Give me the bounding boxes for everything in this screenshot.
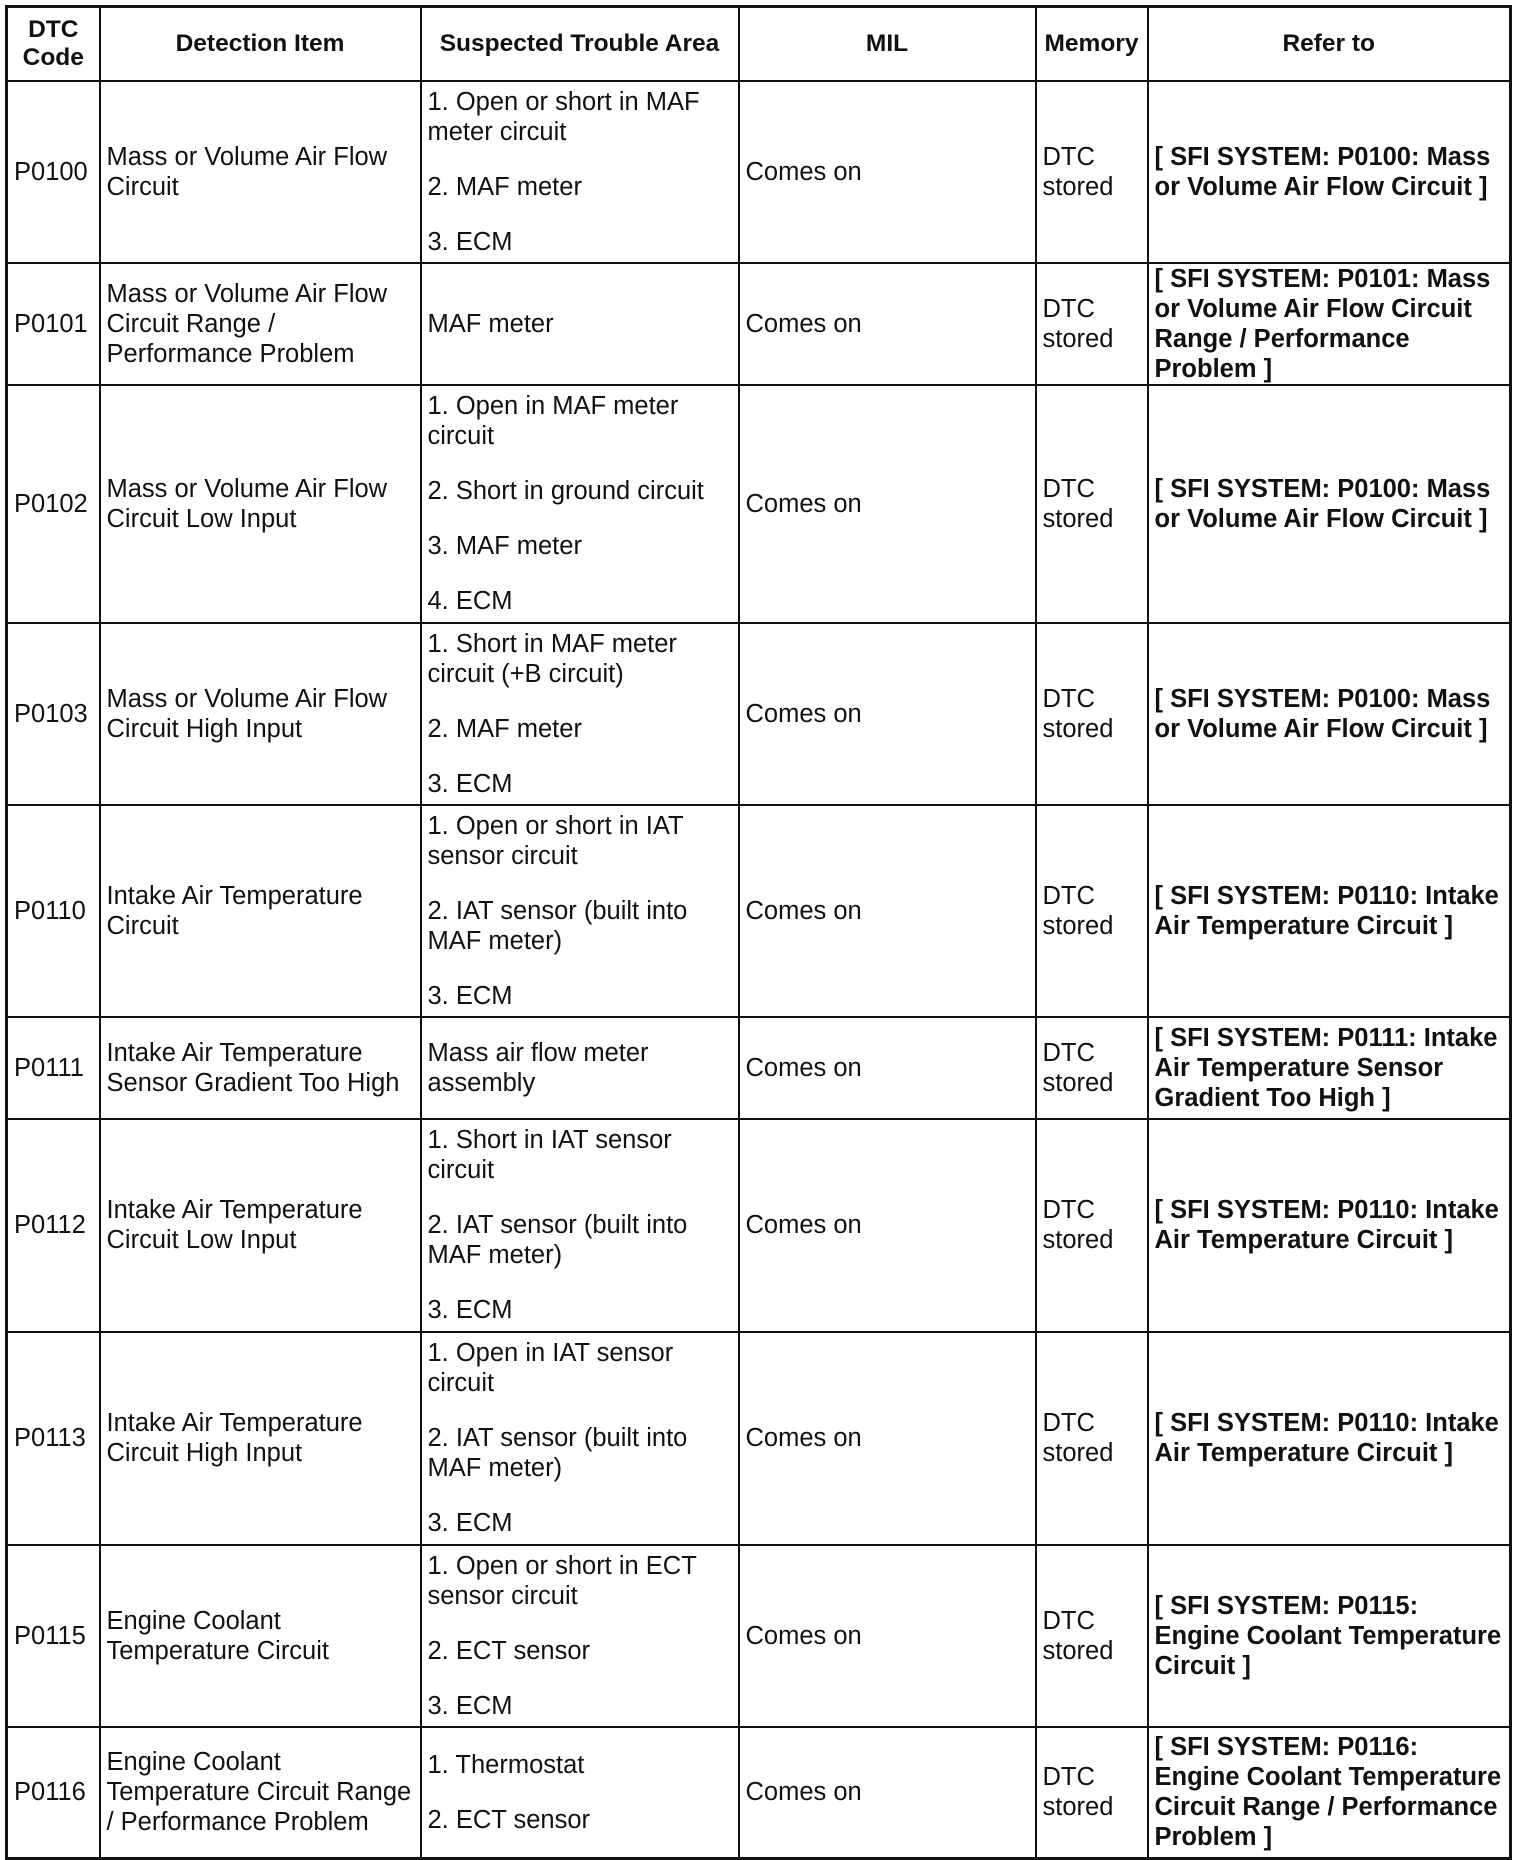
header-trouble-area: Suspected Trouble Area bbox=[421, 7, 739, 81]
header-detection-item: Detection Item bbox=[100, 7, 421, 81]
memory-cell: DTC stored bbox=[1036, 81, 1148, 263]
trouble-area-item: 1. Open or short in MAF meter circuit bbox=[427, 87, 700, 146]
memory-cell: DTC stored bbox=[1036, 623, 1148, 805]
trouble-area-item: 1. Short in IAT sensor circuit bbox=[427, 1126, 672, 1184]
mil-cell: Comes on bbox=[739, 1332, 1036, 1545]
table-row bbox=[7, 1332, 1511, 1545]
refer-to-cell: [ SFI SYSTEM: P0110: Intake Air Temperature Circuit ] bbox=[1148, 1332, 1511, 1545]
trouble-area-item: 2. IAT sensor (built into MAF meter) bbox=[427, 896, 688, 955]
header-dtc-code-line1: DTC bbox=[28, 15, 79, 43]
table-body bbox=[7, 81, 1511, 1859]
table-row bbox=[7, 805, 1511, 1017]
trouble-area-item: 3. ECM bbox=[427, 1296, 513, 1324]
trouble-area-item: 1. Short in MAF meter circuit (+B circuit) bbox=[427, 629, 677, 688]
detection-item-cell: Intake Air Temperature Circuit High Input bbox=[100, 1332, 421, 1545]
trouble-area-item: 1. Open in IAT sensor circuit bbox=[427, 1339, 674, 1397]
dtc-code-cell: P0113 bbox=[7, 1332, 100, 1545]
trouble-area-item: 3. ECM bbox=[427, 981, 513, 1010]
header-row bbox=[7, 7, 1511, 81]
table-row bbox=[7, 1727, 1511, 1859]
detection-item-cell: Engine Coolant Temperature Circuit Range / Performance Problem bbox=[100, 1727, 421, 1859]
refer-to-cell: [ SFI SYSTEM: P0100: Mass or Volume Air Flow Circuit ] bbox=[1148, 81, 1511, 263]
header-memory: Memory bbox=[1036, 7, 1148, 81]
trouble-area-item: 1. Open in MAF meter circuit bbox=[427, 392, 679, 450]
detection-item-cell: Engine Coolant Temperature Circuit bbox=[100, 1545, 421, 1727]
mil-cell: Comes on bbox=[739, 1727, 1036, 1859]
refer-to-cell: [ SFI SYSTEM: P0110: Intake Air Temperature Circuit ] bbox=[1148, 805, 1511, 1017]
trouble-area-item: 1. Thermostat bbox=[427, 1750, 585, 1779]
trouble-area-item: Mass air flow meter assembly bbox=[427, 1038, 649, 1097]
trouble-area-cell bbox=[421, 81, 739, 263]
trouble-area-item: 2. IAT sensor (built into MAF meter) bbox=[427, 1211, 688, 1269]
trouble-area-item: 3. ECM bbox=[427, 1509, 513, 1537]
dtc-code-cell: P0103 bbox=[7, 623, 100, 805]
refer-to-cell: [ SFI SYSTEM: P0100: Mass or Volume Air Flow Circuit ] bbox=[1148, 385, 1511, 623]
mil-cell: Comes on bbox=[739, 1545, 1036, 1727]
detection-item-cell: Mass or Volume Air Flow Circuit Range / Performance Problem bbox=[100, 263, 421, 385]
trouble-area-item: 2. IAT sensor (built into MAF meter) bbox=[427, 1424, 688, 1482]
trouble-area-item: 3. ECM bbox=[427, 1691, 513, 1720]
detection-item-cell: Mass or Volume Air Flow Circuit High Input bbox=[100, 623, 421, 805]
dtc-code-cell: P0112 bbox=[7, 1119, 100, 1332]
trouble-area-cell bbox=[421, 1017, 739, 1119]
detection-item-cell: Mass or Volume Air Flow Circuit Low Input bbox=[100, 385, 421, 623]
dtc-table bbox=[5, 5, 1512, 1860]
trouble-area-item: 3. MAF meter bbox=[427, 532, 582, 560]
header-refer-to: Refer to bbox=[1148, 7, 1511, 81]
mil-cell: Comes on bbox=[739, 263, 1036, 385]
dtc-code-cell: P0102 bbox=[7, 385, 100, 623]
header-mil: MIL bbox=[739, 7, 1036, 81]
refer-to-cell: [ SFI SYSTEM: P0110: Intake Air Temperature Circuit ] bbox=[1148, 1119, 1511, 1332]
trouble-area-cell bbox=[421, 1727, 739, 1859]
table-row bbox=[7, 385, 1511, 623]
header-dtc-code bbox=[7, 7, 100, 81]
table-row bbox=[7, 1017, 1511, 1119]
table-row bbox=[7, 1545, 1511, 1727]
refer-to-cell: [ SFI SYSTEM: P0116: Engine Coolant Temperature Circuit Range / Performance Problem ] bbox=[1148, 1727, 1511, 1859]
trouble-area-cell bbox=[421, 1119, 739, 1332]
trouble-area-item: 4. ECM bbox=[427, 587, 513, 615]
mil-cell: Comes on bbox=[739, 81, 1036, 263]
refer-to-cell: [ SFI SYSTEM: P0100: Mass or Volume Air Flow Circuit ] bbox=[1148, 623, 1511, 805]
trouble-area-cell bbox=[421, 1545, 739, 1727]
trouble-area-cell bbox=[421, 1332, 739, 1545]
memory-cell: DTC stored bbox=[1036, 1119, 1148, 1332]
memory-cell: DTC stored bbox=[1036, 263, 1148, 385]
trouble-area-item: 2. Short in ground circuit bbox=[427, 477, 704, 505]
trouble-area-cell bbox=[421, 385, 739, 623]
memory-cell: DTC stored bbox=[1036, 805, 1148, 1017]
dtc-code-cell: P0115 bbox=[7, 1545, 100, 1727]
trouble-area-item: 1. Open or short in IAT sensor circuit bbox=[427, 811, 684, 870]
table-row bbox=[7, 263, 1511, 385]
table-row bbox=[7, 81, 1511, 263]
trouble-area-cell bbox=[421, 263, 739, 385]
table-row bbox=[7, 623, 1511, 805]
trouble-area-item: 2. MAF meter bbox=[427, 714, 582, 743]
dtc-code-cell: P0116 bbox=[7, 1727, 100, 1859]
dtc-code-cell: P0111 bbox=[7, 1017, 100, 1119]
memory-cell: DTC stored bbox=[1036, 1017, 1148, 1119]
dtc-code-cell: P0101 bbox=[7, 263, 100, 385]
trouble-area-item: 3. ECM bbox=[427, 769, 513, 798]
mil-cell: Comes on bbox=[739, 623, 1036, 805]
dtc-code-cell: P0110 bbox=[7, 805, 100, 1017]
detection-item-cell: Intake Air Temperature Circuit Low Input bbox=[100, 1119, 421, 1332]
trouble-area-item: 3. ECM bbox=[427, 227, 513, 256]
detection-item-cell: Intake Air Temperature Circuit bbox=[100, 805, 421, 1017]
trouble-area-item: 2. ECT sensor bbox=[427, 1805, 591, 1834]
mil-cell: Comes on bbox=[739, 1119, 1036, 1332]
header-dtc-code-line2: Code bbox=[22, 43, 84, 71]
memory-cell: DTC stored bbox=[1036, 1727, 1148, 1859]
trouble-area-cell bbox=[421, 623, 739, 805]
trouble-area-item: 2. ECT sensor bbox=[427, 1636, 591, 1665]
dtc-code-cell: P0100 bbox=[7, 81, 100, 263]
memory-cell: DTC stored bbox=[1036, 1332, 1148, 1545]
refer-to-cell: [ SFI SYSTEM: P0115: Engine Coolant Temperature Circuit ] bbox=[1148, 1545, 1511, 1727]
detection-item-cell: Mass or Volume Air Flow Circuit bbox=[100, 81, 421, 263]
trouble-area-item: MAF meter bbox=[427, 309, 554, 338]
table-row bbox=[7, 1119, 1511, 1332]
detection-item-cell: Intake Air Temperature Sensor Gradient Too High bbox=[100, 1017, 421, 1119]
trouble-area-item: 1. Open or short in ECT sensor circuit bbox=[427, 1551, 697, 1610]
mil-cell: Comes on bbox=[739, 385, 1036, 623]
trouble-area-cell bbox=[421, 805, 739, 1017]
refer-to-cell: [ SFI SYSTEM: P0111: Intake Air Temperature Sensor Gradient Too High ] bbox=[1148, 1017, 1511, 1119]
trouble-area-item: 2. MAF meter bbox=[427, 172, 582, 201]
memory-cell: DTC stored bbox=[1036, 385, 1148, 623]
mil-cell: Comes on bbox=[739, 1017, 1036, 1119]
mil-cell: Comes on bbox=[739, 805, 1036, 1017]
refer-to-cell: [ SFI SYSTEM: P0101: Mass or Volume Air Flow Circuit Range / Performance Problem ] bbox=[1148, 263, 1511, 385]
memory-cell: DTC stored bbox=[1036, 1545, 1148, 1727]
